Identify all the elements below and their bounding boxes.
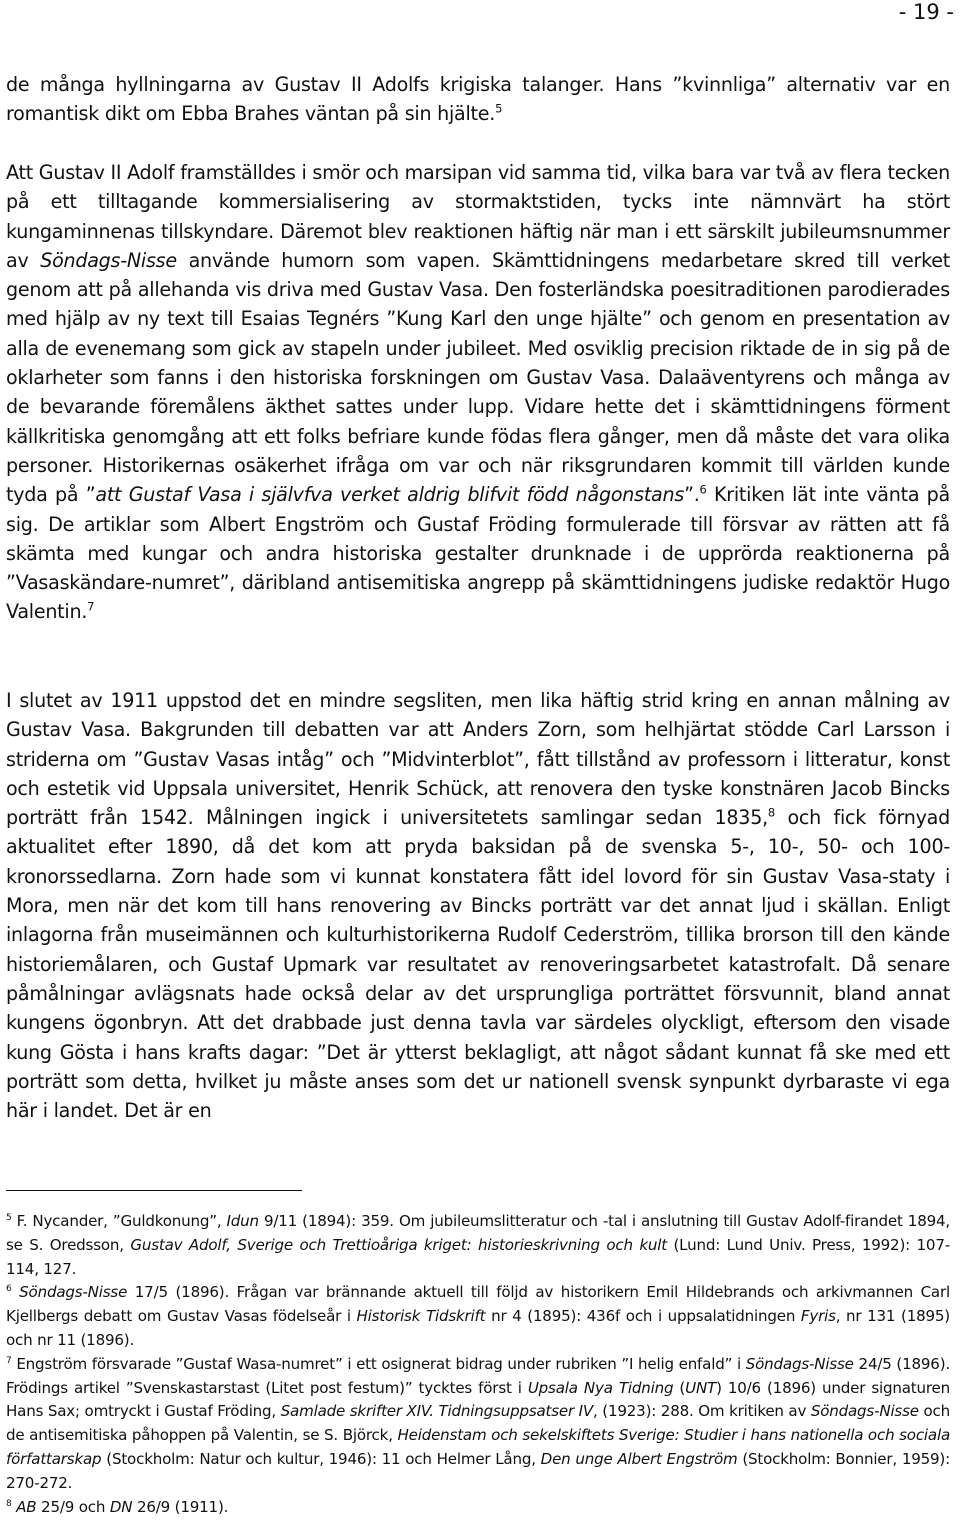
publication-title: Samlade skrifter XIV. Tidningsuppsatser IV — [280, 1402, 594, 1421]
footnote-text: (Stockholm: Natur och kultur, 1946): 11 och Helmer Lång, — [101, 1449, 541, 1468]
publication-title: Gustav Adolf, Sverige och Trettioåriga kriget: historieskrivning och kult — [130, 1235, 667, 1254]
footnote-text: ( — [673, 1378, 686, 1397]
footnote-text: (Lund: Lund Univ. Press, 1992): 107-114, 127. — [6, 1235, 950, 1278]
publication-title: Historisk Tidskrift — [356, 1307, 486, 1326]
footnote-text: 25/9 och — [36, 1497, 110, 1516]
publication-title: Fyris — [800, 1307, 836, 1326]
publication-title: DN — [109, 1497, 133, 1516]
page-number: - 19 - — [898, 0, 954, 24]
paragraph-text: Kritiken lät inte vänta på sig. De artiklar som Albert Engström och Gustaf Fröding formulerade till försvar av rätten att få skämta med kungar och andra historiska gestalter drunknade i de upprörda reaktionerna på ”Vasaskändare-numret”, däribland antisemitiska angrepp på skämttidningens judiske redaktör Hugo Valentin. — [6, 483, 950, 624]
footnote-text: , (1923): 288. Om kritiken av — [593, 1402, 811, 1421]
paragraph-binck-portrait — [6, 686, 950, 1125]
footnote-text: 17/5 (1896). Frågan var brännande aktuell till följd av historikern Emil Hildebrands och arkivmannen Carl Kjellbergs debatt om Gustav Vasas födelseår i — [6, 1283, 950, 1326]
footnote-number: 8 — [6, 1498, 12, 1509]
publication-title: Upsala Nya Tidning — [527, 1378, 674, 1397]
paragraph-text: I slutet av 1911 uppstod det en mindre segsliten, men lika häftig strid kring en annan målning av Gustav Vasa. Bakgrunden till debatten var att Anders Zorn, som helhjärtat stödde Carl Larsson i striderna om ”Gustav Vasas intåg” och ”Midvinterblot”, fått tillstånd av professorn i litteratur, konst och estetik vid Uppsala universitet, Henrik Schück, att renovera den tyske konstnären Jacob Bincks porträtt från 1542. Målningen ingick i universitetets samlingar sedan 1835, — [6, 689, 950, 830]
footnote-number: 5 — [6, 1212, 12, 1223]
paragraph-continuation — [6, 70, 950, 129]
footnote-text: 9/11 (1894): 359. Om jubileumslitteratur och -tal i anslutning till Gustav Adolf-firandet 1894, se S. Oredsson, — [6, 1212, 951, 1254]
footnote-text: nr 4 (1895): 436f och i uppsalatidningen — [485, 1307, 801, 1326]
footnote-6 — [6, 1281, 950, 1352]
footnote-text: 26/9 (1911). — [132, 1497, 229, 1516]
footnote-text: , nr 131 (1895) och nr 11 (1896). — [6, 1307, 950, 1349]
publication-title: Söndags-Nisse — [11, 1283, 128, 1302]
footnote-ref[interactable]: 5 — [495, 101, 503, 116]
footnote-text: (Stockholm: Bonnier, 1959): 270-272. — [6, 1449, 951, 1492]
footnote-text: Engström försvarade ”Gustaf Wasa-numret” i ett osignerat bidrag under rubriken ”I helig enfald” i — [11, 1354, 746, 1373]
publication-title: Heidenstam och sekelskiftets Sverige: Studier i hans nationella och sociala författarskap — [6, 1426, 951, 1468]
footnote-8 — [6, 1496, 950, 1520]
publication-title: UNT — [685, 1378, 717, 1397]
footnote-5 — [6, 1210, 950, 1281]
paragraph-text: använde humorn som vapen. Skämttidningens medarbetare skred till verket genom att på allehanda vis driva med Gustav Vasa. Den fosterländska poesitraditionen parodierades med hjälp av ny text till Esaias Tegnérs ”Kung Karl den unge hjälte” och genom en presentation av alla de evenemang som gick av stapeln under jubileet. Med osviklig precision riktade de in sig på de oklarheter som fanns i den historiska forskningen om Gustav Vasa. Dalaäventyrens och många av de bevarande föremålens äkthet sattes under lupp. Vidare hette det i skämttidningens förment källkritiska genomgång att ett folks befriare kunde födas flera gånger, men då måste det vara olika personer. Historikernas osäkerhet ifråga om var och när riksgrundaren kommit till världen kunde tyda på ” — [6, 248, 950, 507]
footnote-7 — [6, 1353, 950, 1496]
footnote-text: F. Nycander, ”Guldkonung”, — [11, 1212, 227, 1230]
footnote-ref[interactable]: 6 — [699, 482, 707, 497]
publication-title: Den unge Albert Engström — [540, 1449, 738, 1468]
footnote-ref[interactable]: 8 — [767, 805, 775, 820]
footnote-text: och de antisemitiska påhoppen på Valentin, se S. Björck, — [6, 1402, 950, 1445]
footnote-text: 24/5 (1896). Frödings artikel ”Svenskastarstast (Litet post festum)” tycktes först i — [6, 1354, 950, 1397]
quotation: att Gustaf Vasa i självfva verket aldrig blifvit född någonstans — [95, 483, 685, 507]
footnote-number: 6 — [6, 1284, 12, 1295]
footnote-ref[interactable]: 7 — [87, 600, 95, 615]
paragraph-text: de många hyllningarna av Gustav II Adolfs krigiska talanger. Hans ”kvinnliga” alternativ var en romantisk dikt om Ebba Brahes väntan på sin hjälte. — [6, 73, 950, 126]
publication-title: AB — [11, 1497, 37, 1516]
paragraph-text: och fick förnyad aktualitet efter 1890, då det kom att pryda baksidan på de svenska 5-, 10-, 50- och 100-kronorssedlarna. Zorn hade som vi kunnat konstatera fått idel lovord för sin Gustav Vasa-staty i Mora, men när det kom till hans renovering av Bincks porträtt var det annat ljud i skällan. Enligt inlagorna från museimännen och kulturhistorikerna Rudolf Cederström, tillika brorson till den kände historiemålaren, och Gustaf Upmark var resultatet av renoveringsarbetet katastrofalt. Då senare påmålningar avlägsnats hade också delar av det ursprungliga porträttet försvunnit, bland annat kungens ögonbryn. Att det drabbade just denna tavla var särdeles olyckligt, eftersom den visade kung Gösta i hans krafts dagar: ”Det är ytterst beklagligt, att något sådant kunnat få ske med ett porträtt som detta, hvilket ju måste anses som det ur nationell svensk synpunkt dyrbaraste vi ega här i landet. Det är en — [6, 806, 951, 1123]
footnote-text: ) 10/6 (1896) under signaturen Hans Sax; omtryckt i Gustaf Fröding, — [6, 1378, 950, 1421]
publication-title: Söndags-Nisse — [745, 1354, 854, 1373]
footnote-number: 7 — [6, 1355, 12, 1366]
paragraph-text: Att Gustav II Adolf framställdes i smör och marsipan vid samma tid, vilka bara var två av flera tecken på ett tilltagande kommersialisering av stormaktstiden, tycks inte nämnvärt ha stört kungaminnenas tillskyndare. Däremot blev reaktionen häftig när man i ett särskilt jubileumsnummer av — [6, 161, 950, 272]
paragraph-text: ”. — [684, 483, 700, 507]
publication-title: Söndags-Nisse — [40, 248, 177, 272]
publication-title: Söndags-Nisse — [810, 1402, 919, 1421]
publication-title: Idun — [226, 1212, 259, 1230]
footnote-separator — [6, 1190, 302, 1191]
footnotes — [6, 1210, 950, 1519]
paragraph-sondags-nisse — [6, 158, 950, 627]
